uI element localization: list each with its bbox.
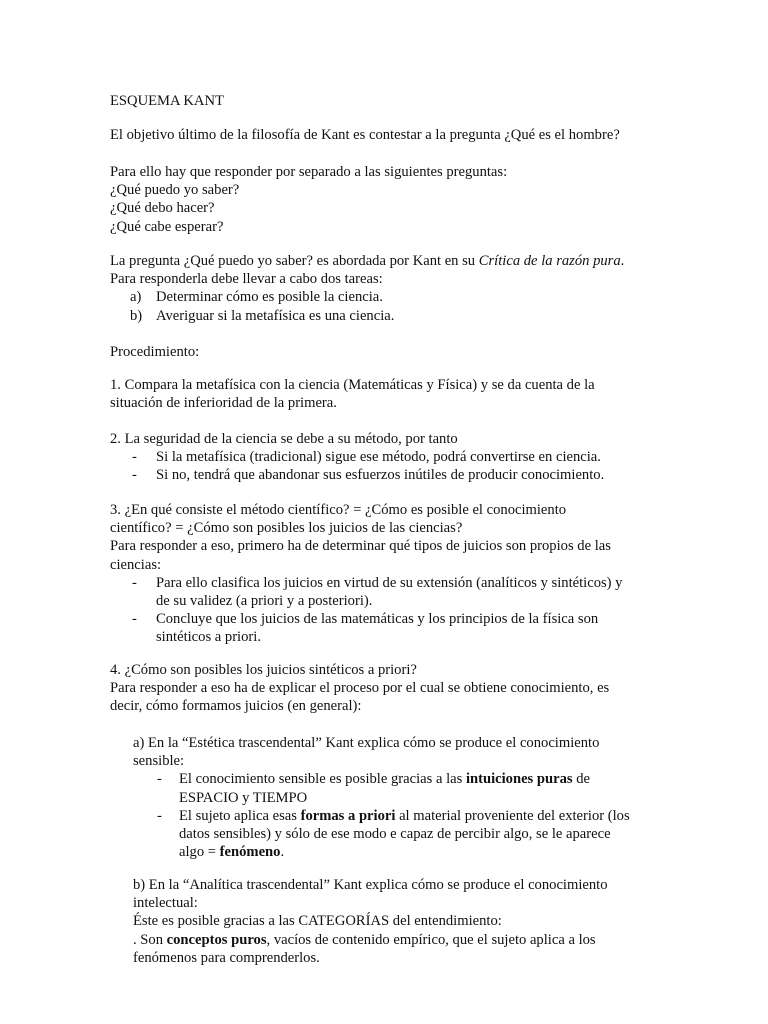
step-line: 4. ¿Cómo son posibles los juicios sintéticos a priori?: [110, 662, 417, 678]
critique-text: La pregunta ¿Qué puedo yo saber? es abordada por Kant en su: [110, 253, 479, 269]
step-line: científico? = ¿Cómo son posibles los juicios de las ciencias?: [110, 520, 463, 537]
step-line: 2. La seguridad de la ciencia se debe a su método, por tanto: [110, 431, 458, 447]
section-line: a) En la “Estética trascendental” Kant explica cómo se produce el conocimiento: [133, 735, 600, 751]
estetica-section: [133, 734, 693, 861]
critique-paragraph: [110, 252, 670, 325]
bullet-item: [110, 610, 670, 628]
section-line: intelectual:: [133, 895, 198, 912]
bullet-continuation: ESPACIO y TIEMPO: [179, 789, 308, 806]
bullet-text: Si no, tendrá que abandonar sus esfuerzos inútiles de producir conocimiento.: [156, 467, 605, 484]
step-line: decir, cómo formamos juicios (en general):: [110, 698, 362, 715]
task-text: Determinar cómo es posible la ciencia.: [156, 289, 383, 306]
bullet-text: Concluye que los juicios de las matemáticas y los principios de la física son: [156, 611, 599, 628]
analitica-section: [133, 876, 693, 967]
intro-paragraph: [110, 126, 670, 144]
list-marker: b): [130, 307, 143, 324]
question-item: ¿Qué debo hacer?: [110, 200, 215, 217]
dash-marker: -: [132, 467, 137, 484]
section-line: [133, 931, 693, 949]
bullet-text: al material proveniente del exterior (los: [395, 807, 630, 824]
section-line: b) En la “Analítica trascendental” Kant explica cómo se produce el conocimiento: [133, 877, 608, 893]
section-line: sensible:: [133, 753, 185, 770]
critique-line: [110, 252, 670, 270]
bullet-item: [110, 448, 670, 466]
dash-marker: -: [157, 771, 162, 788]
step-3: [110, 501, 670, 647]
dash-marker: -: [132, 611, 137, 628]
step-line: ciencias:: [110, 556, 162, 573]
questions-lead: Para ello hay que responder por separado a las siguientes preguntas:: [110, 164, 508, 180]
question-item: ¿Qué puedo yo saber?: [110, 182, 240, 199]
bullet-continuation: de su validez (a priori y a posteriori).: [156, 593, 373, 610]
bold-term: intuiciones puras: [465, 771, 573, 788]
bullet-text: El sujeto aplica esas: [179, 807, 301, 824]
bullet-text: de: [572, 771, 591, 788]
task-item: [110, 288, 670, 306]
section-line: fenómenos para comprenderlos.: [133, 949, 320, 966]
bullet-continuation: sintéticos a priori.: [156, 629, 261, 646]
dash-marker: -: [132, 449, 137, 466]
step-4: [110, 661, 670, 716]
dash-marker: -: [132, 574, 137, 591]
task-item: [110, 307, 670, 325]
bullet-item: [110, 466, 670, 484]
bullet-item: [133, 770, 693, 788]
bullet-item: [110, 574, 670, 592]
bullet-continuation: [133, 843, 693, 861]
bullet-text: Si la metafísica (tradicional) sigue ese método, podrá convertirse en ciencia.: [156, 449, 601, 466]
section-line: Éste es posible gracias a las CATEGORÍAS del entendimiento:: [133, 913, 502, 930]
bullet-text: Para ello clasifica los juicios en virtud de su extensión (analíticos y sintéticos) y: [156, 574, 623, 591]
critique-line: Para responderla debe llevar a cabo dos tareas:: [110, 271, 383, 288]
step-line: 1. Compara la metafísica con la ciencia (Matemáticas y Física) y se da cuenta de la: [110, 377, 595, 393]
step-line: 3. ¿En qué consiste el método científico? = ¿Cómo es posible el conocimiento: [110, 502, 567, 518]
step-line: Para responder a eso ha de explicar el proceso por el cual se obtiene conocimiento, es: [110, 680, 610, 697]
task-text: Averiguar si la metafísica es una ciencia.: [156, 307, 395, 324]
bold-term: formas a priori: [300, 807, 396, 824]
bullet-text: algo =: [179, 844, 220, 861]
bold-term: fenómeno: [219, 844, 281, 861]
title-text: ESQUEMA KANT: [110, 93, 224, 109]
document-title: [110, 92, 670, 110]
book-title: Crítica de la razón pura: [478, 253, 621, 269]
step-line: situación de inferioridad de la primera.: [110, 395, 337, 412]
section-text: . Son: [133, 931, 167, 948]
bullet-continuation: datos sensibles) y sólo de ese modo e capaz de percibir algo, se le aparece: [179, 826, 611, 843]
critique-period: .: [620, 253, 625, 269]
step-1: [110, 376, 670, 412]
bullet-text: .: [280, 844, 285, 861]
procedure-heading-text: Procedimiento:: [110, 344, 200, 360]
dash-marker: -: [157, 807, 162, 824]
bullet-item: [133, 807, 693, 825]
questions-paragraph: [110, 163, 670, 236]
procedure-heading: [110, 343, 670, 361]
question-item: ¿Qué cabe esperar?: [110, 218, 224, 235]
bullet-text: El conocimiento sensible es posible gracias a las: [179, 771, 466, 788]
step-2: [110, 430, 670, 485]
section-text: , vacíos de contenido empírico, que el sujeto aplica a los: [266, 931, 596, 948]
step-line: Para responder a eso, primero ha de determinar qué tipos de juicios son propios de las: [110, 538, 611, 555]
intro-text: El objetivo último de la filosofía de Kant es contestar a la pregunta ¿Qué es el hombre?: [110, 127, 620, 143]
bold-term: conceptos puros: [166, 931, 267, 948]
list-marker: a): [130, 289, 142, 306]
